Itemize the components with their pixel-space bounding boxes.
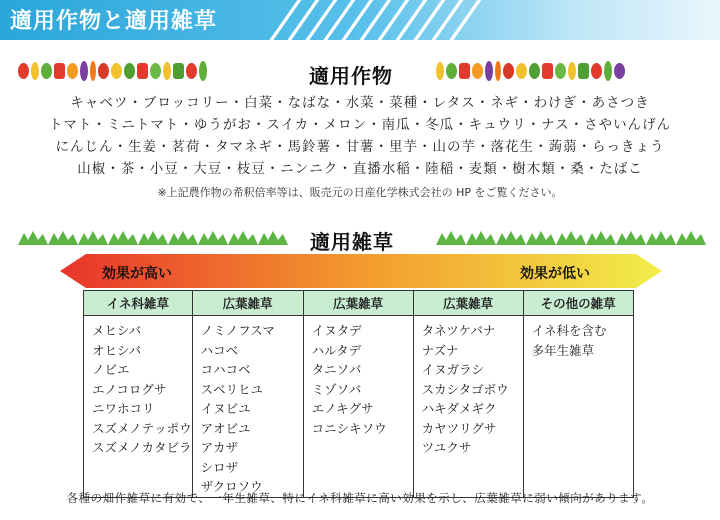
weed-item: オヒシバ [92,342,142,358]
crops-line: 山椒・茶・小豆・大豆・枝豆・ニンニク・直播水稲・陸稲・麦類・樹木類・桑・たばこ [77,161,643,177]
grass-decoration-right [436,231,706,245]
weed-item: コニシキソウ [311,420,387,436]
weed-item: イヌタデ [311,323,362,338]
weeds-section-title: 適用雑草 [310,230,394,254]
vegetable-decoration-left [18,58,207,84]
effect-high-label: 効果が高い [102,266,172,282]
weed-table-row [84,316,634,498]
weed-column-header: 広葉雑草 [413,291,523,316]
weed-item: スズメノカタビラ [92,440,192,455]
weed-column-cell [192,316,303,498]
weed-table [83,290,634,498]
weed-item: ナズナ [421,342,459,358]
crops-list [0,92,720,180]
weed-item: コハコベ [200,362,251,377]
weed-item: 多年生雑草 [531,342,595,358]
title-banner [0,0,720,40]
weed-table-header-row [84,291,634,316]
weed-column-header: 広葉雑草 [303,291,413,316]
weed-item: ハルタデ [311,342,362,358]
weed-item: アカザ [200,440,239,455]
crops-line: キャベツ・ブロッコリー・白菜・なばな・水菜・菜種・レタス・ネギ・わけぎ・あさつき [70,95,650,111]
crops-section-title: 適用作物 [309,64,393,88]
weed-item: メヒシバ [92,323,142,338]
weed-item: ハコベ [200,342,239,358]
weed-item: ミゾソバ [311,381,362,397]
weed-column-cell [303,316,413,498]
weed-item: ニワホコリ [92,401,155,416]
weed-item: タネツケバナ [421,323,496,338]
banner-title: 適用作物と適用雑草 [10,9,218,34]
weed-item: ツユクサ [421,440,472,455]
weed-item: スカシタゴボウ [421,381,509,397]
weed-column-cell [523,316,633,498]
weed-item: タニソバ [311,362,362,377]
crops-note: ※上記農作物の希釈倍率等は、販売元の日産化学株式会社の HP をご覧ください。 [157,186,563,199]
effect-low-label: 効果が低い [520,266,590,282]
weed-item: シロザ [200,459,239,475]
weed-column-header: 広葉雑草 [192,291,303,316]
weed-item: ザクロソウ [200,479,263,494]
footer-description: 各種の畑作雑草に有効で、一年生雑草、特にイネ科雑草に高い効果を示し、広葉雑草に弱い傾向があります。 [66,491,654,505]
crops-line: トマト・ミニトマト・ゆうがお・スイカ・メロン・南瓜・冬瓜・キュウリ・ナス・さやいんげん [48,117,672,133]
weed-item: イネ科を含む [531,323,607,338]
weed-item: イヌビユ [200,401,251,416]
weed-item: エノキグサ [311,401,374,416]
weed-item: ハキダメギク [421,401,497,416]
weed-item: ノミノフスマ [200,323,275,338]
crops-line: にんじん・生姜・茗荷・タマネギ・馬鈴薯・甘薯・里芋・山の芋・落花生・蒟蒻・らっきょう [55,139,665,155]
weed-column-header: イネ科雑草 [84,291,193,316]
weed-item: カヤツリグサ [421,420,497,436]
banner-stripes [262,0,502,40]
weed-item: エノコログサ [92,381,167,397]
weed-item: スベリヒユ [200,381,264,397]
weed-column-header: その他の雑草 [523,291,633,316]
weed-item: アオビユ [200,420,251,436]
weed-column-cell [84,316,193,498]
weed-column-cell [413,316,523,498]
weed-item: イヌガラシ [421,362,485,377]
vegetable-decoration-right [436,58,625,84]
weed-item: スズメノテッポウ [92,420,192,436]
grass-decoration-left [18,231,288,245]
weed-item: ノビエ [92,362,130,377]
